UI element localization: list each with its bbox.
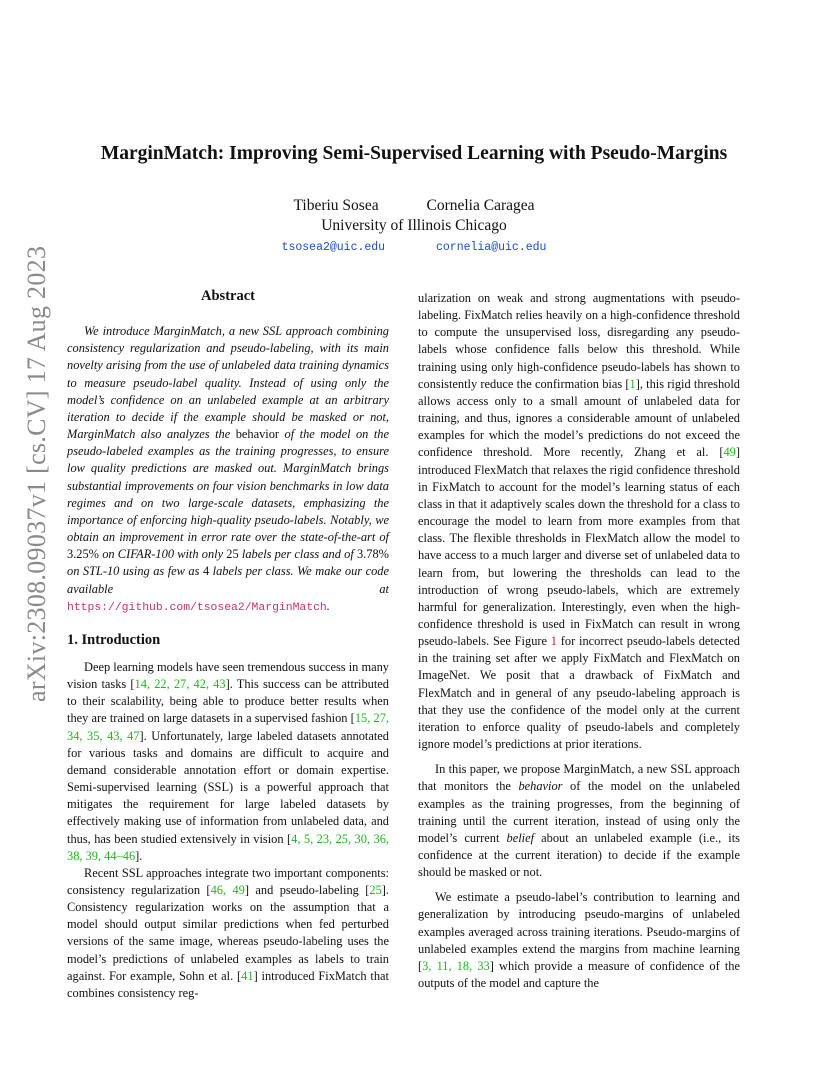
intro-paragraph-4 (418, 761, 740, 881)
affiliation: University of Illinois Chicago (321, 217, 507, 234)
citation-link[interactable]: 1 (629, 376, 636, 391)
author-emails (0, 241, 828, 254)
paper-title: MarginMatch: Improving Semi-Supervised Learning with Pseudo-Margins (100, 143, 728, 164)
abstract-number: 25 (226, 547, 239, 562)
figure-reference-link[interactable]: 1 (550, 634, 557, 649)
abstract-text-part: on STL-10 using as few as (67, 564, 200, 579)
paragraph-text: ] which provide a measure of confidence of the outputs of the model and capture the (418, 958, 740, 991)
abstract-text-part: labels per class and of (241, 547, 354, 562)
abstract-text-part: of the model on the pseudo-labeled examples as the training progresses, to ensure low quality predictions are masked out. MarginMatch brings substantial improvements on four vision benchmarks in low data regimes and on two large-scale datasets, emphasizing the importance of enforcing high-quality pseudo-labels. Notably, we obtain an improvement in error rate over the state-of-the-art of (67, 427, 389, 545)
paragraph-text: of the model on the unlabeled examples as the training progresses, from the beginning of training until the current iteration, instead of using only the model’s current (418, 779, 740, 845)
abstract-number: 3.78% (356, 547, 389, 562)
right-column (418, 290, 740, 992)
left-column (67, 288, 389, 1002)
author-block (0, 196, 828, 254)
paragraph-text: about an unlabeled example (i.e., its confidence at the current iteration) to decide if the example should be masked or not. (418, 830, 740, 880)
arxiv-identifier-stamp: arXiv:2308.09037v1 [cs.CV] 17 Aug 2023 (22, 245, 51, 702)
paragraph-text: ] introduced FixMatch that combines consistency reg- (67, 968, 389, 1000)
author-email-1[interactable]: tsosea2@uic.edu (281, 241, 386, 254)
author-email-2[interactable]: cornelia@uic.edu (436, 241, 547, 254)
emphasis-text: behavior (518, 779, 563, 794)
paragraph-text: for incorrect pseudo-labels detected in the training set after we apply FixMatch and FlexMatch on ImageNet. We posit that a drawback of FixMatch and FlexMatch and in general of any pseudo-labeling approach is that they use the confidence of the model only at the current iteration to enforce quality of pseudo-labels and completely ignore model’s predictions at prior iterations. (418, 634, 740, 752)
paragraph-text: ], this rigid threshold allows access only to a small amount of unlabeled data for training, and thus, ignores a considerable amount of unlabeled examples for which the model’s predictions do not exceed the confidence threshold. More recently, Zhang et al. [ (418, 376, 741, 460)
paragraph-text: ]. Unfortunately, large labeled datasets annotated for various tasks and domains are difficult to acquire and demand considerable annotation effort or domain expertise. Semi-supervised learning (SSL) is a powerful approach that mitigates the requirement for large labeled datasets by effectively making use of information from unlabeled data, and thus, has been studied extensively in vision [ (67, 728, 389, 846)
paragraph-text: In this paper, we propose MarginMatch, a new SSL approach that monitors the (418, 762, 740, 794)
abstract-text (67, 323, 389, 617)
abstract-heading: Abstract (201, 288, 255, 304)
emphasis-text: belief (506, 830, 535, 845)
paragraph-text: ]. (135, 848, 143, 863)
paragraph-text: ularization on weak and strong augmentations with pseudo-labeling. FixMatch relies heavily on a high-confidence threshold to compute the unsupervised loss, disregarding any pseudo-labels whose confidence falls below this threshold. While training using only high-confidence pseudo-labels has shown to consistently reduce the confirmation bias [ (418, 291, 740, 391)
intro-paragraph-5 (418, 889, 740, 992)
author-name-2: Cornelia Caragea (426, 197, 535, 214)
abstract-text-part: on CIFAR-100 with only (102, 547, 224, 562)
abstract-text-part: We introduce MarginMatch, a new SSL approach combining consistency regularization and pseudo-labeling, with its main novelty arising from the use of unlabeled data training dynamics to measure pseudo-label quality. Instead of using only the model’s confidence on an unlabeled example at an arbitrary iteration to decide if the example should be masked or not, MarginMatch also analyzes the (67, 324, 389, 442)
citation-link[interactable]: 15, 27, 34, 35, 43, 47 (67, 711, 389, 743)
abstract-number: 4 (202, 564, 210, 579)
introduction-heading: 1. Introduction (67, 631, 161, 648)
citation-link[interactable]: 46, 49 (210, 883, 245, 897)
intro-paragraph-2 (67, 865, 389, 1002)
citation-link[interactable]: 4, 5, 23, 25, 30, 36, 38, 39, 44–46 (67, 831, 389, 863)
intro-paragraph-3 (418, 290, 740, 753)
paragraph-text: We estimate a pseudo-label’s contribution to learning and generalization by introducing pseudo-margins of unlabeled examples averaged across training iterations. Pseudo-margins of unlabeled examples extend the margins from machine learning [ (418, 890, 740, 973)
intro-paragraph-1 (67, 659, 389, 865)
paragraph-text: Recent SSL approaches integrate two important components: consistency regularization [ (67, 865, 389, 897)
paragraph-text: ] and pseudo-labeling [ (244, 883, 370, 897)
author-names (0, 196, 828, 215)
abstract-number: 3.25% (67, 547, 100, 562)
citation-link[interactable]: 14, 22, 27, 42, 43 (134, 677, 226, 692)
citation-link[interactable]: 25 (369, 883, 382, 897)
paragraph-text: ] introduced FlexMatch that relaxes the rigid confidence threshold in FixMatch to account for the model’s learning status of each class in that it adaptively scales down the threshold for a class to encourage the model to learn from more examples from that class. The flexible thresholds in FlexMatch allow the model to have access to a much larger and diverse set of unlabeled data to learn from, but lowering the thresholds can lead to the introduction of wrong pseudo-labels, which are extremely harmful for generalization. Interestingly, even when the high-confidence threshold is used in FixMatch can result in wrong pseudo-labels. See Figure (418, 445, 740, 649)
paragraph-text: ]. Consistency regularization works on the assumption that a model should output similar predictions when fed perturbed versions of the same image, whereas pseudo-labeling uses the model’s predictions of unlabeled examples as labels to train against. For example, Sohn et al. [ (67, 883, 389, 983)
author-name-1: Tiberiu Sosea (293, 197, 379, 214)
citation-link[interactable]: 49 (723, 445, 736, 460)
abstract-text-part: . (326, 598, 330, 613)
citation-link[interactable]: 41 (241, 968, 254, 983)
citation-link[interactable]: 3, 11, 18, 33 (422, 958, 490, 973)
paragraph-text: ]. This success can be attributed to their scalability, being able to produce better results when they are trained on large datasets in a supervised fashion [ (67, 677, 389, 726)
abstract-upright-behavior: behavior (235, 427, 280, 442)
abstract-text-part: labels per class. We make our code available at (67, 564, 389, 596)
paragraph-text: Deep learning models have seen tremendous success in many vision tasks [ (67, 659, 389, 692)
code-repository-link[interactable]: https://github.com/tsosea2/MarginMatch (67, 601, 327, 614)
